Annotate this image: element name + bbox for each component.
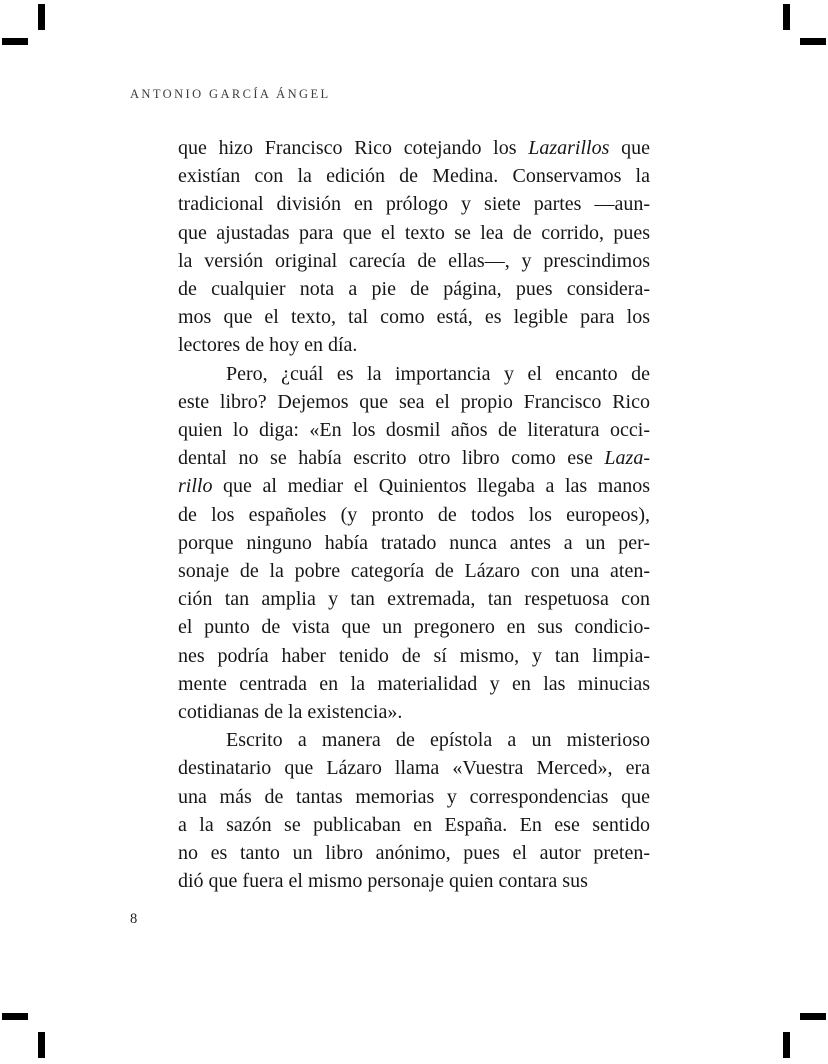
text-line: destinatario que Lázaro llama «Vuestra Merced», era: [178, 757, 650, 780]
text-line: dental no se había escrito otro libro como ese Laza-: [178, 447, 650, 470]
text-line: sonaje de la pobre categoría de Lázaro con una aten-: [178, 560, 650, 583]
text-line: porque ninguno había tratado nunca antes a un per-: [178, 531, 650, 554]
crop-mark-bottom-left-vertical: [38, 1032, 45, 1058]
running-header: ANTONIO GARCÍA ÁNGEL: [130, 87, 331, 101]
body-text: [178, 134, 650, 895]
text-line: el punto de vista que un pregonero en sus condicio-: [178, 616, 650, 639]
text-line: quien lo diga: «En los dosmil años de literatura occi-: [178, 419, 650, 442]
text-line: de cualquier nota a pie de página, pues considera-: [178, 278, 650, 301]
text-line: Escrito a manera de epístola a un misterioso: [226, 729, 650, 752]
text-line: este libro? Dejemos que sea el propio Francisco Rico: [178, 390, 650, 413]
text-line: a la sazón se publicaban en España. En ese sentido: [178, 813, 650, 836]
text-line: rillo que al mediar el Quinientos llegaba a las manos: [178, 475, 650, 498]
text-line: que ajustadas para que el texto se lea de corrido, pues: [178, 221, 650, 244]
crop-mark-bottom-right-horizontal: [800, 1013, 826, 1020]
crop-mark-top-left-vertical: [38, 4, 45, 30]
text-line: que hizo Francisco Rico cotejando los Lazarillos que: [178, 137, 650, 159]
text-line: existían con la edición de Medina. Conservamos la: [178, 165, 650, 188]
text-line: nes podría haber tenido de sí mismo, y tan limpia-: [178, 644, 650, 667]
text-line: ción tan amplia y tan extremada, tan respetuosa con: [178, 588, 650, 611]
crop-mark-top-right-horizontal: [800, 38, 826, 45]
text-line: mos que el texto, tal como está, es legible para los: [178, 306, 650, 329]
text-line: la versión original carecía de ellas—, y prescindimos: [178, 249, 650, 272]
crop-mark-bottom-left-horizontal: [2, 1013, 28, 1020]
text-line: una más de tantas memorias y correspondencias que: [178, 785, 650, 808]
text-line: mente centrada en la materialidad y en las minucias: [178, 672, 650, 695]
crop-mark-top-left-horizontal: [2, 38, 28, 45]
text-line: no es tanto un libro anónimo, pues el autor preten-: [178, 842, 650, 865]
text-line: Pero, ¿cuál es la importancia y el encanto de: [226, 362, 650, 385]
text-line: lectores de hoy en día.: [178, 334, 358, 357]
text-line: cotidianas de la existencia».: [178, 701, 403, 724]
crop-mark-top-right-vertical: [783, 4, 790, 30]
text-line: tradicional división en prólogo y siete partes —aun-: [178, 193, 650, 216]
text-line: dió que fuera el mismo personaje quien contara sus: [178, 870, 588, 893]
text-line: de los españoles (y pronto de todos los europeos),: [178, 503, 650, 526]
page-number: 8: [130, 911, 138, 927]
crop-mark-bottom-right-vertical: [783, 1032, 790, 1058]
